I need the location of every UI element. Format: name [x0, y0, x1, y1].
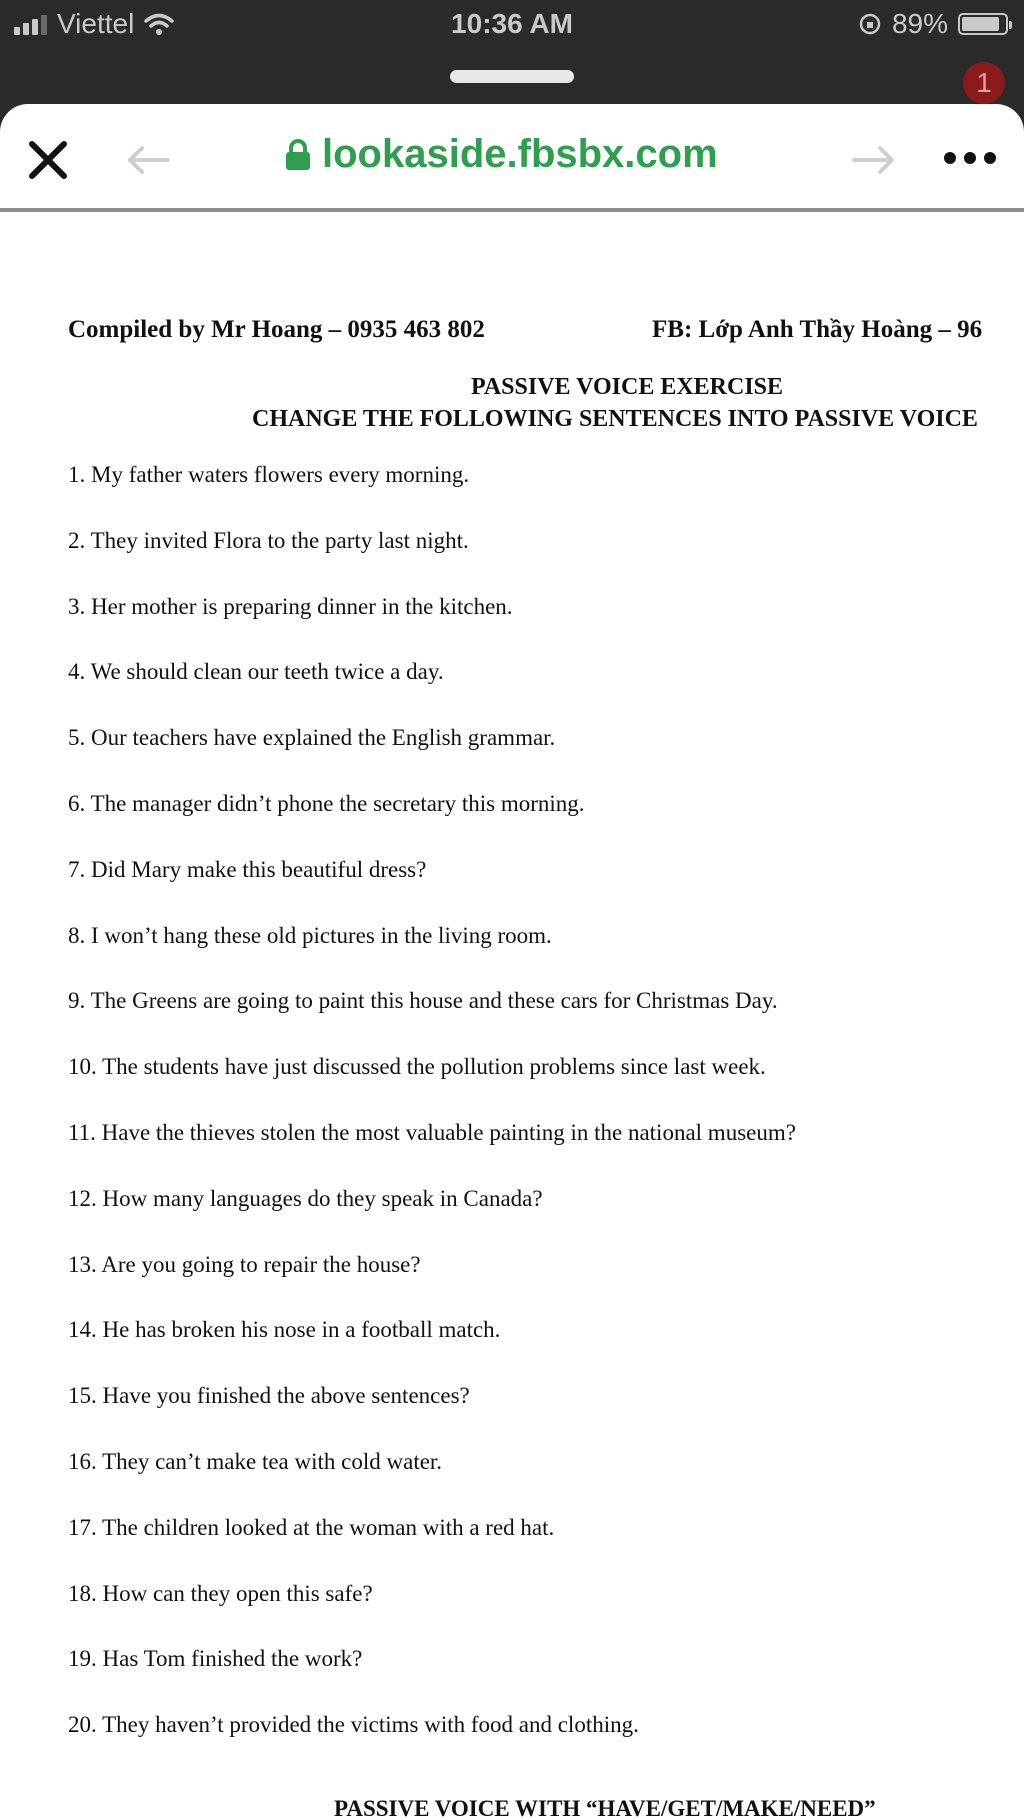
lock-icon: [284, 138, 312, 172]
section-title: PASSIVE VOICE WITH “HAVE/GET/MAKE/NEED”: [334, 1796, 876, 1820]
list-item: 6. The manager didn’t phone the secretary this morning.: [68, 790, 585, 816]
header-right: FB: Lớp Anh Thầy Hoàng – 96: [652, 316, 983, 343]
more-icon: [944, 152, 956, 164]
list-item: 19. Has Tom finished the work?: [68, 1646, 363, 1672]
list-item: 8. I won’t hang these old pictures in the living room.: [68, 922, 552, 948]
list-item: 4. We should clean our teeth twice a day.: [68, 659, 444, 685]
back-arrow-icon: [124, 144, 172, 176]
sheet-grabber[interactable]: [450, 70, 574, 83]
list-item: 14. He has broken his nose in a football match.: [68, 1317, 501, 1343]
back-button[interactable]: [124, 144, 172, 176]
header-left: Compiled by Mr Hoang – 0935 463 802: [68, 316, 485, 343]
forward-button[interactable]: [850, 144, 898, 176]
list-item: 15. Have you finished the above sentences?: [68, 1383, 470, 1409]
list-item: 2. They invited Flora to the party last night.: [68, 527, 469, 553]
list-item: 10. The students have just discussed the pollution problems since last week.: [68, 1054, 766, 1080]
close-icon: [26, 138, 70, 182]
list-item: 18. How can they open this safe?: [68, 1580, 373, 1606]
orientation-lock-icon: [858, 12, 882, 36]
list-item: 11. Have the thieves stolen the most valuable painting in the national museum?: [68, 1119, 796, 1145]
list-item: 20. They haven’t provided the victims with food and clothing.: [68, 1712, 639, 1738]
close-button[interactable]: [26, 138, 70, 182]
address-bar[interactable]: [284, 132, 718, 177]
list-item: 13. Are you going to repair the house?: [68, 1251, 421, 1277]
list-item: 9. The Greens are going to paint this house and these cars for Christmas Day.: [68, 988, 778, 1014]
list-item: 5. Our teachers have explained the English grammar.: [68, 725, 556, 751]
status-bar: [0, 0, 1024, 52]
document-subtitle: CHANGE THE FOLLOWING SENTENCES INTO PASSIVE VOICE: [252, 406, 978, 432]
list-item: 12. How many languages do they speak in Canada?: [68, 1185, 543, 1211]
more-button[interactable]: [944, 152, 996, 164]
notification-badge: 1: [963, 62, 1005, 104]
clock: 10:36 AM: [451, 8, 573, 39]
list-item: 3. Her mother is preparing dinner in the kitchen.: [68, 593, 513, 619]
list-item: 7. Did Mary make this beautiful dress?: [68, 856, 427, 882]
list-item: 17. The children looked at the woman with a red hat.: [68, 1514, 555, 1540]
browser-sheet: [0, 104, 1024, 1820]
exercise-list: [68, 462, 796, 1778]
url-text: lookaside.fbsbx.com: [322, 132, 718, 176]
list-item: 16. They can’t make tea with cold water.: [68, 1448, 443, 1474]
battery-icon: [958, 13, 1008, 35]
carrier-label: Viettel: [57, 8, 135, 39]
document-title: PASSIVE VOICE EXERCISE: [470, 374, 784, 400]
list-item: 1. My father waters flowers every morning.: [68, 462, 470, 487]
forward-arrow-icon: [850, 144, 898, 176]
battery-percent: 89%: [891, 8, 948, 39]
browser-toolbar: [0, 104, 1024, 212]
